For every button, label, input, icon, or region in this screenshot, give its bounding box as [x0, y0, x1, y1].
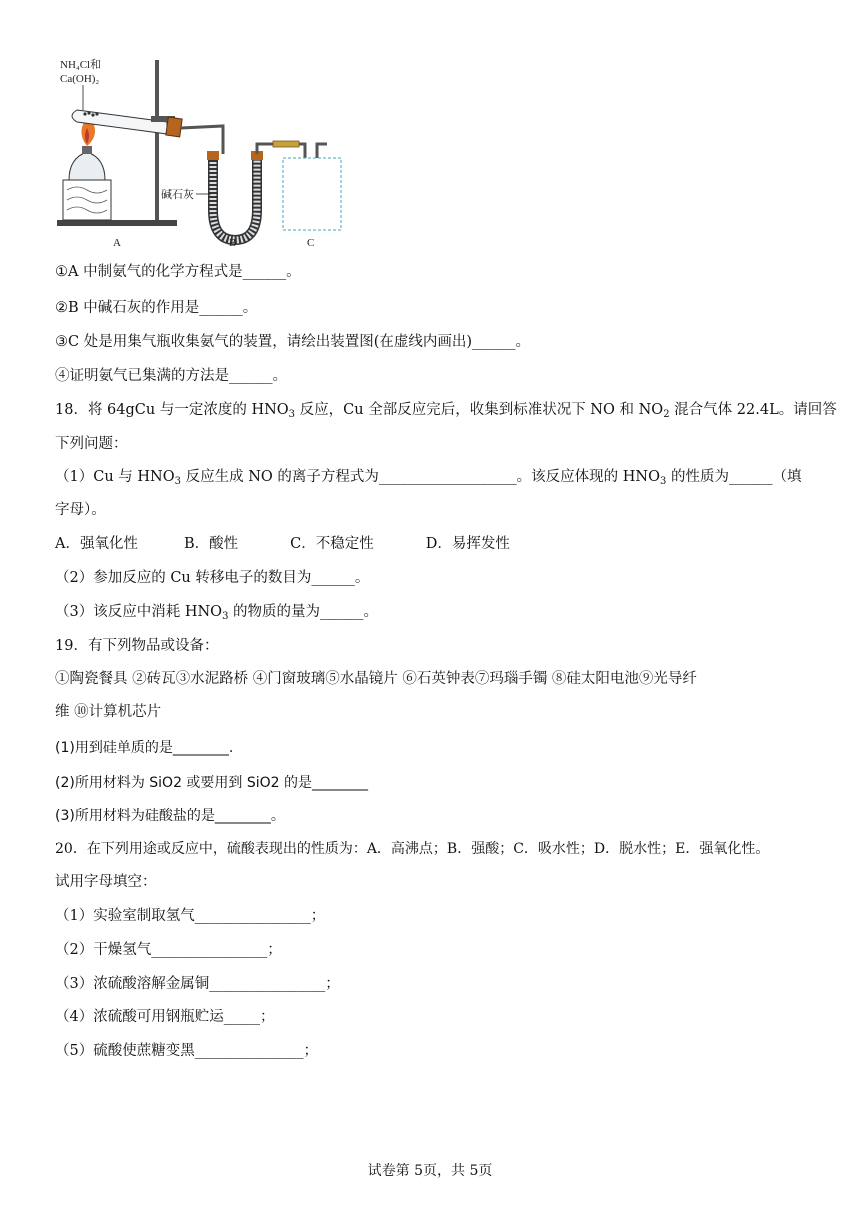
q19-part-1: (1)用到硅单质的是________.	[55, 740, 234, 756]
label-c: C	[307, 237, 315, 249]
iron-stand-base	[57, 220, 177, 226]
iron-stand-rod	[155, 60, 159, 222]
q17-item-4: ④证明氨气已集满的方法是______。	[55, 368, 287, 384]
q20-part-3: （3）浓硫酸溶解金属铜________________；	[55, 976, 340, 992]
dashed-drawing-box	[283, 158, 341, 230]
q19-items-line1: ①陶瓷餐具 ②砖瓦③水泥路桥 ④门窗玻璃⑤水晶镜片 ⑥石英钟表⑦玛瑙手镯 ⑧硅太阳电池⑨光导纤	[55, 671, 697, 687]
option-d: D．易挥发性	[425, 536, 510, 552]
q20-part-5: （5）硫酸使蔗糖变黑_______________；	[55, 1043, 318, 1059]
q20-stem-line2: 试用字母填空：	[55, 874, 157, 890]
q20-stem: 20．在下列用途或反应中，硫酸表现出的性质为：A．高沸点；B．强酸；C．吸水性；D．脱水性；E．强氧化性。	[55, 841, 770, 857]
alcohol-lamp	[69, 152, 105, 180]
q17-item-2: ②B 中碱石灰的作用是______。	[55, 300, 258, 316]
rubber-stopper	[166, 117, 182, 137]
q19-items-line2: 维 ⑩计算机芯片	[55, 704, 162, 720]
q19-stem: 19．有下列物品或设备：	[55, 638, 219, 654]
q19-part-2: (2)所用材料为 SiO2 或要用到 SiO2 的是________	[55, 775, 369, 791]
apparatus-figure	[55, 50, 355, 250]
label-a: A	[113, 237, 121, 249]
page-footer: 试卷第 5页，共 5页	[367, 1163, 493, 1179]
label-b: B	[229, 237, 237, 249]
q18-part-1-line2: 字母）。	[55, 502, 106, 518]
q18-stem: 18．将 64gCu 与一定浓度的 $HNO_3$ 反应，Cu 全部反应完后，收集到标准状况下 NO 和 $NO_2$ 混合气体 22.4L。请回答	[55, 402, 837, 420]
reagent-label-line1: NH₄Cl和	[60, 59, 102, 71]
q18-part-1: （1）Cu 与 $HNO_3$ 反应生成 NO 的离子方程式为___________________。该反应体现的 $HNO_3$ 的性质为______（填	[55, 469, 802, 487]
q20-part-4: （4）浓硫酸可用钢瓶贮运_____；	[55, 1009, 275, 1025]
q17-item-1: ①A 中制氨气的化学方程式是______。	[55, 264, 301, 280]
soda-lime-label: 碱石灰	[161, 189, 194, 201]
reagent-label-line2: Ca(OH)₂	[60, 73, 100, 85]
q19-part-3: (3)所用材料为硅酸盐的是________。	[55, 808, 285, 824]
q18-part-3: （3）该反应中消耗 $HNO_3$ 的物质的量为______。	[55, 604, 379, 622]
q17-item-3: ③C 处是用集气瓶收集氨气的装置，请绘出装置图(在虚线内画出)______。	[55, 334, 531, 350]
q20-part-1: （1）实验室制取氢气________________；	[55, 908, 326, 924]
option-b: B．酸性	[183, 536, 239, 552]
option-c: C．不稳定性	[290, 536, 374, 552]
q18-stem-line2: 下列问题：	[55, 436, 128, 452]
q20-part-2: （2）干燥氢气________________；	[55, 942, 282, 958]
q18-options	[55, 534, 510, 554]
option-a: A．强氧化性	[55, 536, 138, 552]
q18-part-2: （2）参加反应的 Cu 转移电子的数目为______。	[55, 570, 370, 586]
